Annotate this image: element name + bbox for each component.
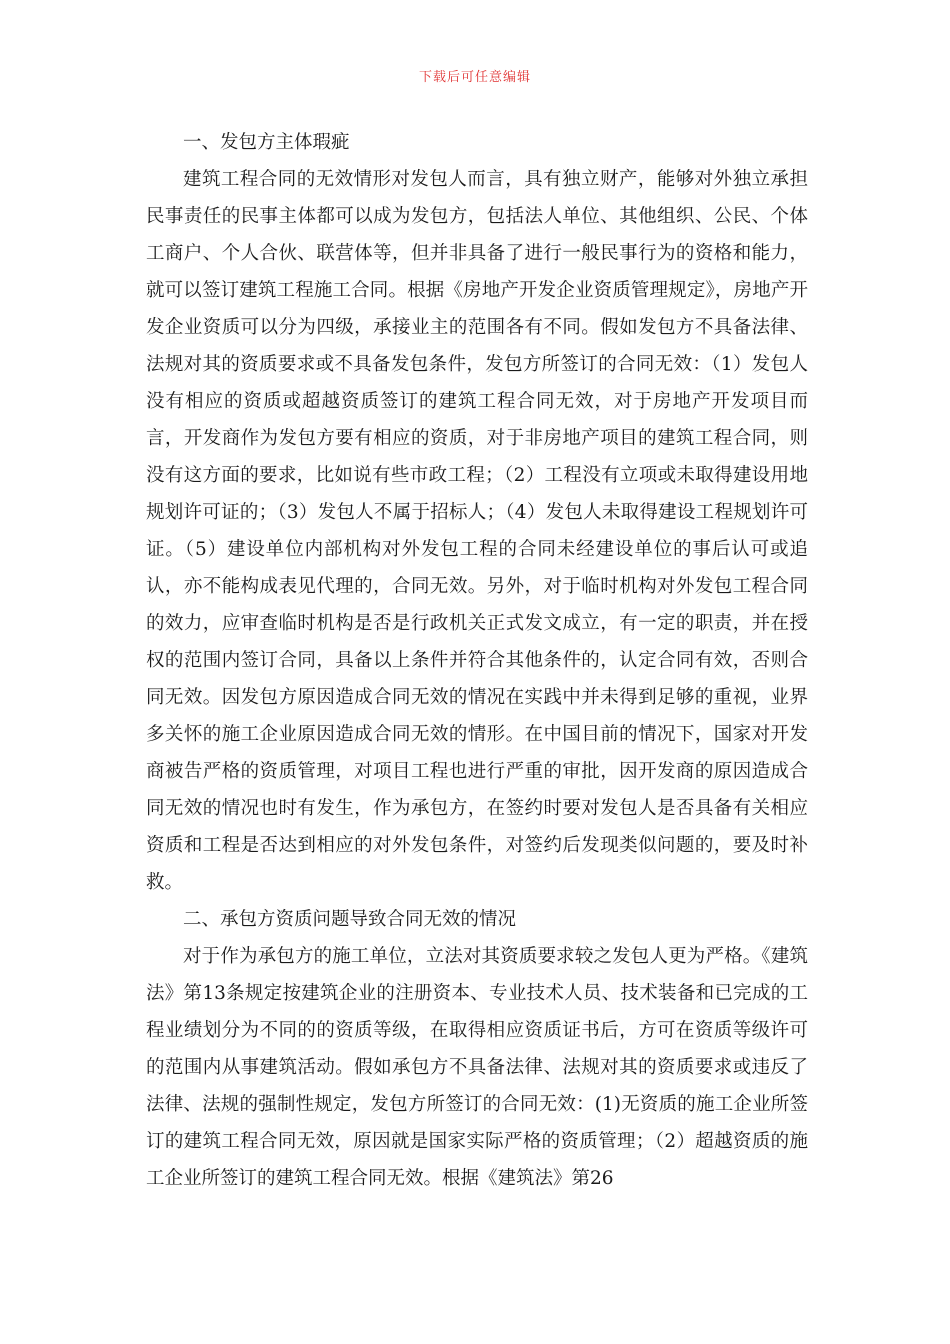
section-paragraph: 建筑工程合同的无效情形对发包人而言，具有独立财产，能够对外独立承担民事责任的民事主体都可以成为发包方，包括法人单位、其他组织、公民、个体工商户、个人合伙、联营体等，但并非具备了进行一般民事行为的资格和能力，就可以签订建筑工程施工合同。根据《房地产开发企业资质管理规定》，房地产开发企业资质可以分为四级，承接业主的范围各有不同。假如发包方不具备法律、法规对其的资质要求或不具备发包条件，发包方所签订的合同无效：（1）发包人没有相应的资质或超越资质签订的建筑工程合同无效，对于房地产开发项目而言，开发商作为发包方要有相应的资质，对于非房地产项目的建筑工程合同，则没有这方面的要求，比如说有些市政工程；（2）工程没有立项或未取得建设用地规划许可证的；（3）发包人不属于招标人；（4）发包人未取得建设工程规划许可证。（5）建设单位内部机构对外发包工程的合同未经建设单位的事后认可或追认，亦不能构成表见代理的，合同无效。另外，对于临时机构对外发包工程合同的效力，应审查临时机构是否是行政机关正式发文成立，有一定的职责，并在授权的范围内签订合同，具备以上条件并符合其他条件的，认定合同有效，否则合同无效。因发包方原因造成合同无效的情况在实践中并未得到足够的重视，业界多关怀的施工企业原因造成合同无效的情形。在中国目前的情况下，国家对开发商被告严格的资质管理，对项目工程也进行严重的审批，因开发商的原因造成合同无效的情况也时有发生，作为承包方，在签约时要对发包人是否具备有关相应资质和工程是否达到相应的对外发包条件，对签约后发现类似问题的，要及时补救。 xyxy=(146,169,808,893)
watermark-text: 下载后可任意编辑 xyxy=(418,70,531,85)
section-heading: 一、发包方主体瑕疵 xyxy=(183,132,350,153)
document-body xyxy=(146,124,808,1197)
section-2 xyxy=(146,901,808,1197)
section-heading: 二、承包方资质问题导致合同无效的情况 xyxy=(183,909,517,930)
section-1 xyxy=(146,124,808,901)
section-paragraph: 对于作为承包方的施工单位，立法对其资质要求较之发包人更为严格。《建筑法》第13条规定按建筑企业的注册资本、专业技术人员、技术装备和已完成的工程业绩划分为不同的的资质等级，在取得相应资质证书后，方可在资质等级许可的范围内从事建筑活动。假如承包方不具备法律、法规对其的资质要求或违反了法律、法规的强制性规定，发包方所签订的合同无效：(1)无资质的施工企业所签订的建筑工程合同无效，原因就是国家实际严格的资质管理；（2）超越资质的施工企业所签订的建筑工程合同无效。根据《建筑法》第26 xyxy=(146,946,808,1189)
